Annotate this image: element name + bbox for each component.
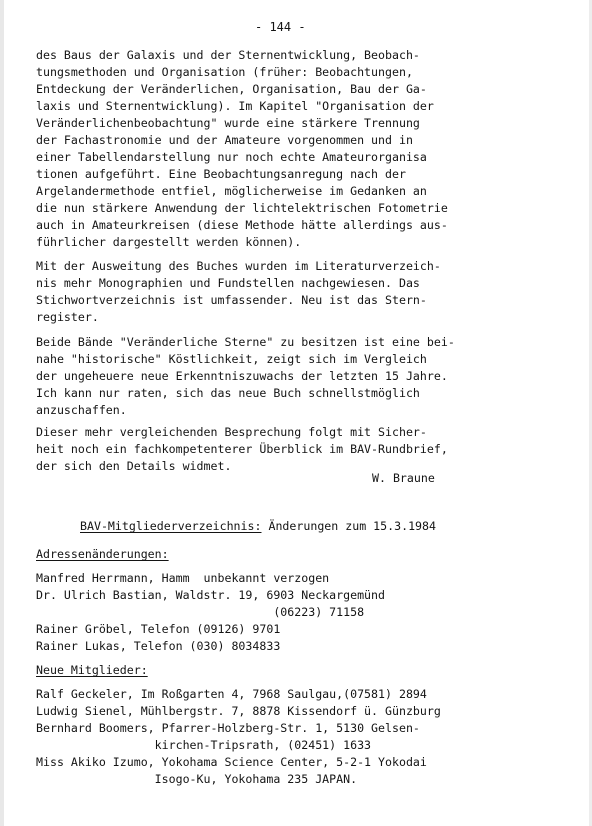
section-subtitle: Änderungen zum 15.3.1984	[261, 519, 436, 533]
review-line: Entdeckung der Veränderlichen, Organisation, Bau der Ga-	[36, 82, 427, 96]
page-number: - 144 -	[255, 20, 306, 34]
review-line: laxis und Sternentwicklung). Im Kapitel "Organisation der	[36, 99, 434, 113]
new-members-heading: Neue Mitglieder:	[36, 663, 148, 677]
review-line: der ungeheuere neue Erkenntniszuwachs der letzten 15 Jahre.	[36, 369, 448, 383]
section-heading	[80, 518, 436, 535]
review-line: Mit der Ausweitung des Buches wurden im Literaturverzeich-	[36, 259, 441, 273]
review-line: des Baus der Galaxis und der Sternentwicklung, Beobach-	[36, 48, 420, 62]
review-line: einer Tabellendarstellung nur noch echte Amateurorganisa	[36, 150, 427, 164]
member-line: kirchen-Tripsrath, (02451) 1633	[36, 738, 372, 752]
review-line: nis mehr Monographien und Fundstellen nachgewiesen. Das	[36, 276, 420, 290]
review-line: Argelandermethode entfiel, möglicherweise im Gedanken an	[36, 184, 427, 198]
review-line: nahe "historische" Köstlichkeit, zeigt sich im Vergleich	[36, 352, 427, 366]
member-line: Isogo-Ku, Yokohama 235 JAPAN.	[36, 772, 358, 786]
address-line: (06223) 71158	[36, 605, 365, 619]
review-line: die nun stärkere Anwendung der lichtelektrischen Fotometrie	[36, 201, 448, 215]
review-line: Beide Bände "Veränderliche Sterne" zu besitzen ist eine bei-	[36, 335, 455, 349]
review-line: Stichwortverzeichnis ist umfassender. Neu ist das Stern-	[36, 293, 427, 307]
address-line: Dr. Ulrich Bastian, Waldstr. 19, 6903 Neckargemünd	[36, 588, 386, 602]
review-line: auch in Amateurkreisen (diese Methode hätte allerdings aus-	[36, 218, 448, 232]
address-line: Rainer Lukas, Telefon (030) 8034833	[36, 639, 281, 653]
review-line: anzuschaffen.	[36, 403, 127, 417]
review-line: tungsmethoden und Organisation (früher: Beobachtungen,	[36, 65, 413, 79]
review-line: führlicher dargestellt werden können).	[36, 235, 302, 249]
member-line: Miss Akiko Izumo, Yokohama Science Center, 5-2-1 Yokodai	[36, 755, 427, 769]
review-line: register.	[36, 310, 99, 324]
review-line: der sich den Details widmet.	[36, 459, 232, 473]
review-line: Veränderlichenbeobachtung" wurde eine stärkere Trennung	[36, 116, 420, 130]
signature: W. Braune	[372, 471, 435, 485]
section-title: BAV-Mitgliederverzeichnis:	[80, 519, 262, 533]
review-line: der Fachastronomie und der Amateure vorgenommen und in	[36, 133, 413, 147]
review-line: Ich kann nur raten, sich das neue Buch schnellstmöglich	[36, 386, 420, 400]
scan-left-edge	[0, 0, 4, 826]
address-line: Manfred Herrmann, Hamm unbekannt verzogen	[36, 571, 330, 585]
address-line: Rainer Gröbel, Telefon (09126) 9701	[36, 622, 281, 636]
member-line: Ralf Geckeler, Im Roßgarten 4, 7968 Saulgau,(07581) 2894	[36, 687, 427, 701]
member-line: Bernhard Boomers, Pfarrer-Holzberg-Str. 1, 5130 Gelsen-	[36, 721, 420, 735]
review-line: Dieser mehr vergleichenden Besprechung folgt mit Sicher-	[36, 425, 427, 439]
member-line: Ludwig Sienel, Mühlbergstr. 7, 8878 Kissendorf ü. Günzburg	[36, 704, 441, 718]
address-changes-heading: Adressenänderungen:	[36, 547, 169, 561]
review-line: heit noch ein fachkompetenterer Überblick im BAV-Rundbrief,	[36, 442, 448, 456]
review-line: tionen aufgeführt. Eine Beobachtungsanregung nach der	[36, 167, 406, 181]
